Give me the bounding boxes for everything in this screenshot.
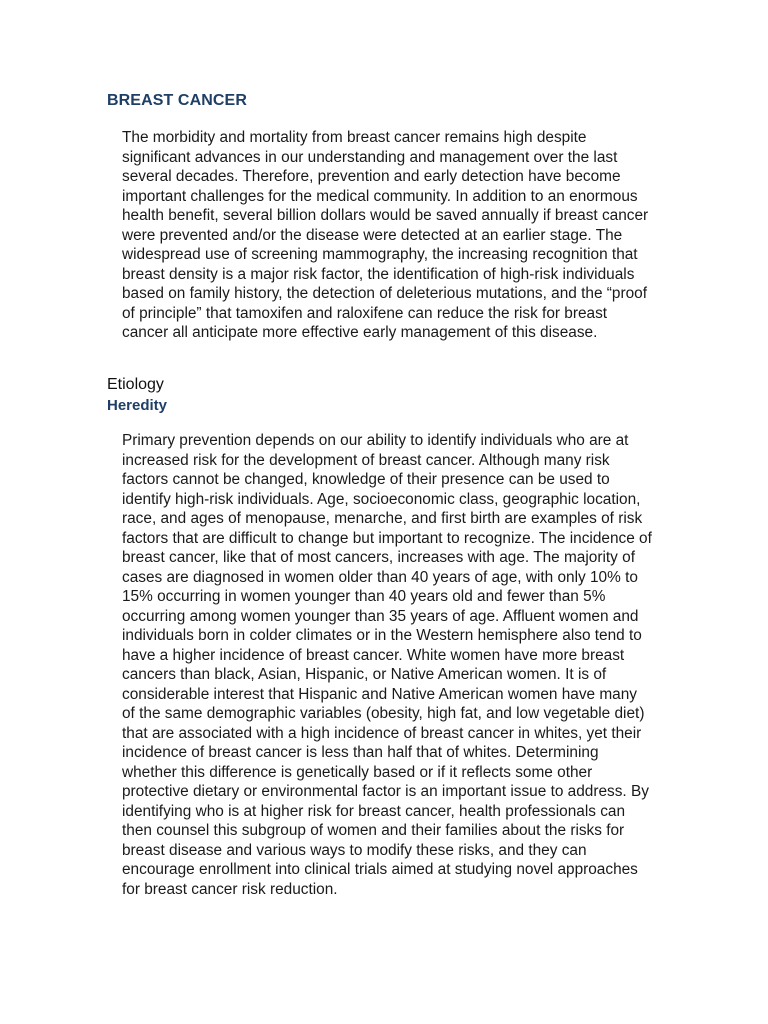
heredity-paragraph: Primary prevention depends on our ability to identify individuals who are at increased risk for the development of breast cancer. Although many risk factors cannot be changed, knowledge of their presence can be used to identify high-risk individuals. Age, socioeconomic class, geographic location, race, and ages of menopause, menarche, and first birth are examples of risk factors that are difficult to change but important to recognize. The incidence of breast cancer, like that of most cancers, increases with age. The majority of cases are diagnosed in women older than 40 years of age, with only 10% to 15% occurring in women younger than 40 years old and fewer than 5% occurring among women younger than 35 years of age. Affluent women and individuals born in colder climates or in the Western hemisphere also tend to have a higher incidence of breast cancer. White women have more breast cancers than black, Asian, Hispanic, or Native American women. It is of considerable interest that Hispanic and Native American women have many of the same demographic variables (obesity, high fat, and low vegetable diet) that are associated with a high incidence of breast cancer in whites, yet their incidence of breast cancer is less than half that of whites. Determining whether this difference is genetically based or if it reflects some other protective dietary or environmental factor is an important issue to address. By identifying who is at higher risk for breast cancer, health professionals can then counsel this subgroup of women and their families about the risks for breast disease and various ways to modify these risks, and they can encourage enrollment into clinical trials aimed at studying novel approaches for breast cancer risk reduction. (122, 432, 652, 898)
subsection-heading-heredity: Heredity (107, 397, 168, 414)
intro-paragraph: The morbidity and mortality from breast cancer remains high despite significant advances in our understanding and management over the last several decades. Therefore, prevention and early detection have become important challenges for the medical community. In addition to an enormous health benefit, several billion dollars would be saved annually if breast cancer were prevented and/or the disease were detected at an earlier stage. The widespread use of screening mammography, the increasing recognition that breast density is a major risk factor, the identification of high-risk individuals based on family history, the detection of deleterious mutations, and the “proof of principle” that tamoxifen and raloxifene can reduce the risk for breast cancer all anticipate more effective early management of this disease. (122, 129, 649, 341)
section-heading-etiology: Etiology (107, 376, 164, 393)
document-title: BREAST CANCER (107, 92, 247, 109)
